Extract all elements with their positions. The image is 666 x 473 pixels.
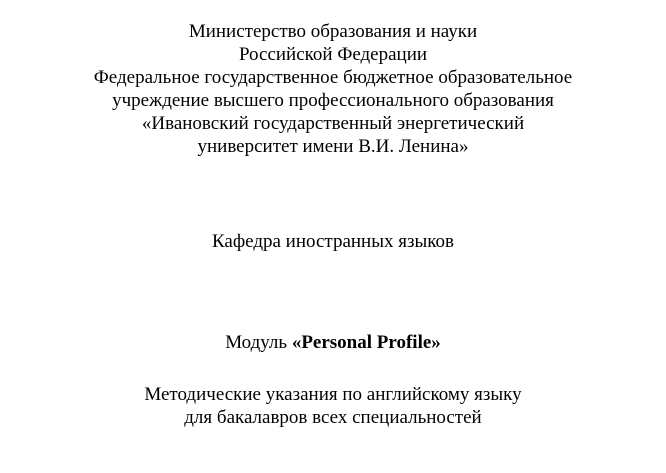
department-name: Кафедра иностранных языков bbox=[211, 231, 454, 252]
guide-line-1: Методические указания по английскому языку bbox=[144, 384, 522, 405]
module-title bbox=[0, 331, 666, 354]
university-name-line-1: «Ивановский государственный энергетический bbox=[141, 113, 525, 134]
module-line bbox=[0, 331, 666, 354]
institution-header bbox=[0, 20, 666, 158]
institution-type-line-2: учреждение высшего профессионального образования bbox=[112, 90, 554, 111]
ministry-line-1: Министерство образования и науки bbox=[188, 21, 478, 42]
university-name-line-2: университет имени В.И. Ленина» bbox=[197, 136, 469, 157]
ministry-line-2: Российской Федерации bbox=[238, 44, 428, 65]
module-name: «Personal Profile» bbox=[291, 332, 441, 353]
institution-type-line-1: Федеральное государственное бюджетное образовательное bbox=[93, 67, 573, 88]
guide-description bbox=[0, 383, 666, 429]
department-title bbox=[0, 230, 666, 253]
guide-line-2: для бакалавров всех специальностей bbox=[184, 407, 482, 428]
module-prefix: Модуль bbox=[225, 332, 292, 353]
